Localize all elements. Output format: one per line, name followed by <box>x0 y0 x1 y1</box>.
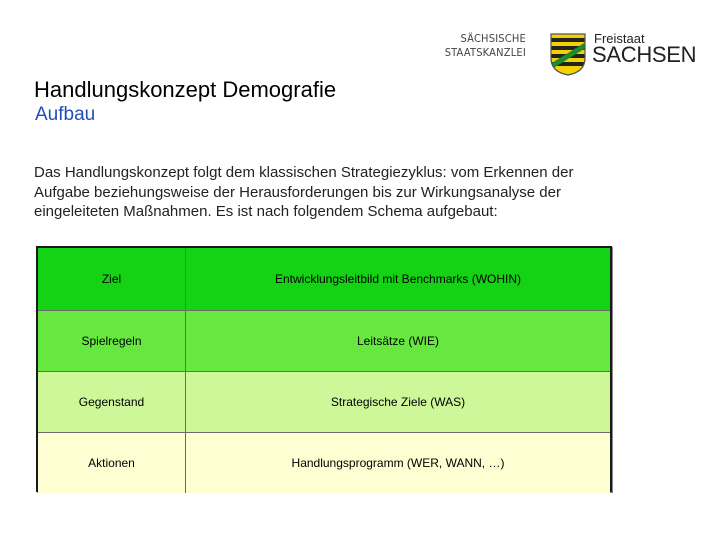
table-row <box>38 432 610 493</box>
row-value: Handlungsprogramm (WER, WANN, …) <box>291 456 505 470</box>
table-row <box>38 371 610 432</box>
sachsen-logo-text: SACHSEN <box>592 42 697 67</box>
slide-subtitle: Aufbau <box>35 104 96 125</box>
staatskanzlei-logo <box>434 32 526 60</box>
row-value: Strategische Ziele (WAS) <box>330 395 466 409</box>
row-label: Aktionen <box>38 433 186 493</box>
table-row <box>38 248 610 310</box>
coat-of-arms-icon <box>549 32 587 76</box>
row-value: Entwicklungsleitbild mit Benchmarks (WOHIN) <box>274 272 522 286</box>
row-label: Ziel <box>38 248 186 310</box>
row-label: Spielregeln <box>38 311 186 371</box>
strategy-table <box>36 246 612 492</box>
staatskanzlei-line-1: SÄCHSISCHE <box>460 32 526 45</box>
slide-body-text: Das Handlungskonzept folgt dem klassischen Strategiezyklus: vom Erkennen der Aufgabe beziehungsweise der Herausforderungen bis zur Wirkungsanalyse der eingeleiteten Maßnahmen. Es ist nach folgendem Schema aufgebaut: <box>34 164 574 220</box>
row-value: Leitsätze (WIE) <box>356 334 440 348</box>
table-row <box>38 310 610 371</box>
slide-title: Handlungskonzept Demografie <box>34 77 337 102</box>
row-label: Gegenstand <box>38 372 186 432</box>
staatskanzlei-line-2: STAATSKANZLEI <box>444 46 526 59</box>
freistaat-label: Freistaat <box>594 31 645 46</box>
